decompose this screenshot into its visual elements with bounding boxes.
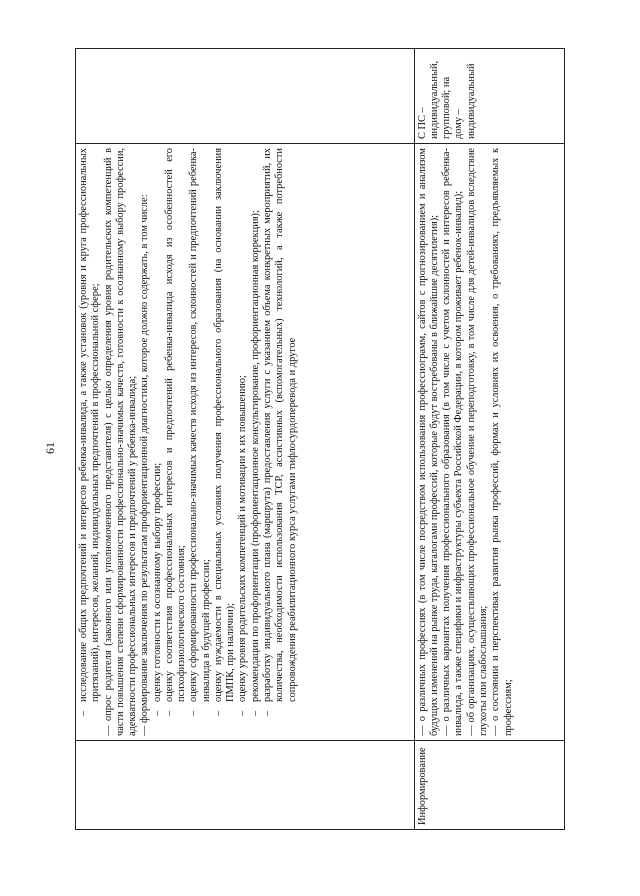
- paragraph: — формирование заключения по результатам профориентационной диагностики, которое должно содержать, в том числе:: [139, 194, 151, 736]
- list-item: – исследование общих предпочтений и интересов ребенка-инвалида, а также установок (уровня и круга профессиональных притязаний), интересов, желаний, индивидуальных предпочтений в профессиональной сфере;: [78, 148, 103, 716]
- list-item: – оценку соответствия профессиональных интересов и предпочтений ребенка-инвалида исходя из особенностей его психофизиологического состояния;: [164, 148, 189, 716]
- services-table: [75, 48, 565, 830]
- note-cell: [76, 49, 415, 144]
- note-cell: С ПС – индивидуальный, групповой; на дому – индивидуальный: [414, 49, 564, 144]
- list-item: – рекомендации по профориентации (профориентационное консультирование, профориентационная коррекция);: [250, 148, 262, 716]
- list-item: – оценку уровня родительских компетенций и мотивации к их повышению;: [237, 148, 249, 716]
- content-cell: [414, 144, 564, 741]
- list-item: – разработку индивидуального плана (маршрута) предоставления услуги с указанием объема конкретных мероприятий, их количества, необходимости использования ТСР, ассистивных (вспомогательных) технологий, а также потребности сопровождения реабилитационного курса услугами тифлосурдоперевода и другое: [262, 148, 299, 716]
- paragraph: — о различных профессиях (в том числе посредством использования профессиограмм, сайтов с прогнозированием и анализом будущих изменений на рынке труда, каталогами профессий, которые будут востребованы в ближайшие десятилетия);: [416, 148, 440, 736]
- content-cell: [76, 144, 415, 741]
- list-item: – оценку готовности к осознанному выбору профессии;: [152, 148, 164, 716]
- list-item: – оценку сформированности профессионально-значимых качеств исходя из интересов, склонностей и предпочтений ребенка-инвалида в будущей профессии;: [188, 148, 213, 716]
- paragraph: — об организациях, осуществляющих профессиональное обучение и переподготовку, в том числе для детей-инвалидов вследствие глухоты или слабослышания;: [465, 148, 490, 736]
- paragraph: — о состоянии и перспективах развития рынка профессий, формах и условиях их освоения, о требованиях, предъявляемых к профессиям;: [490, 148, 514, 736]
- top-list: [78, 148, 103, 736]
- table-row: [76, 49, 415, 830]
- page-number: 61: [43, 442, 57, 454]
- list-item: – оценку нуждаемости в специальных условиях получения профессионального образования (на основании заключения ПМПК, при наличии);: [213, 148, 238, 716]
- paragraph: — опрос родителя (законного или уполномоченного представителя) с целью определения уровня родительских компетенций в части повышения степени сформированности профессионально-значимых качеств, готовности к осознанному выбору профессии, адекватности профессиональных интересов и предпочтений у ребенка-инвалида;: [102, 148, 139, 736]
- assessment-list: [152, 148, 299, 736]
- section-cell: [76, 741, 415, 830]
- rotated-table-wrapper: [75, 60, 565, 830]
- paragraph: — о различных вариантах получения профессионального образования (в том числе с учетом склонностей и интересов ребенка-инвалида, а также специфики и инфраструктуры субъекта Российской Федерации, в котором проживает ребенок-инвалид);: [441, 148, 465, 736]
- table-row: [414, 49, 564, 830]
- section-cell: Информирование: [414, 741, 564, 830]
